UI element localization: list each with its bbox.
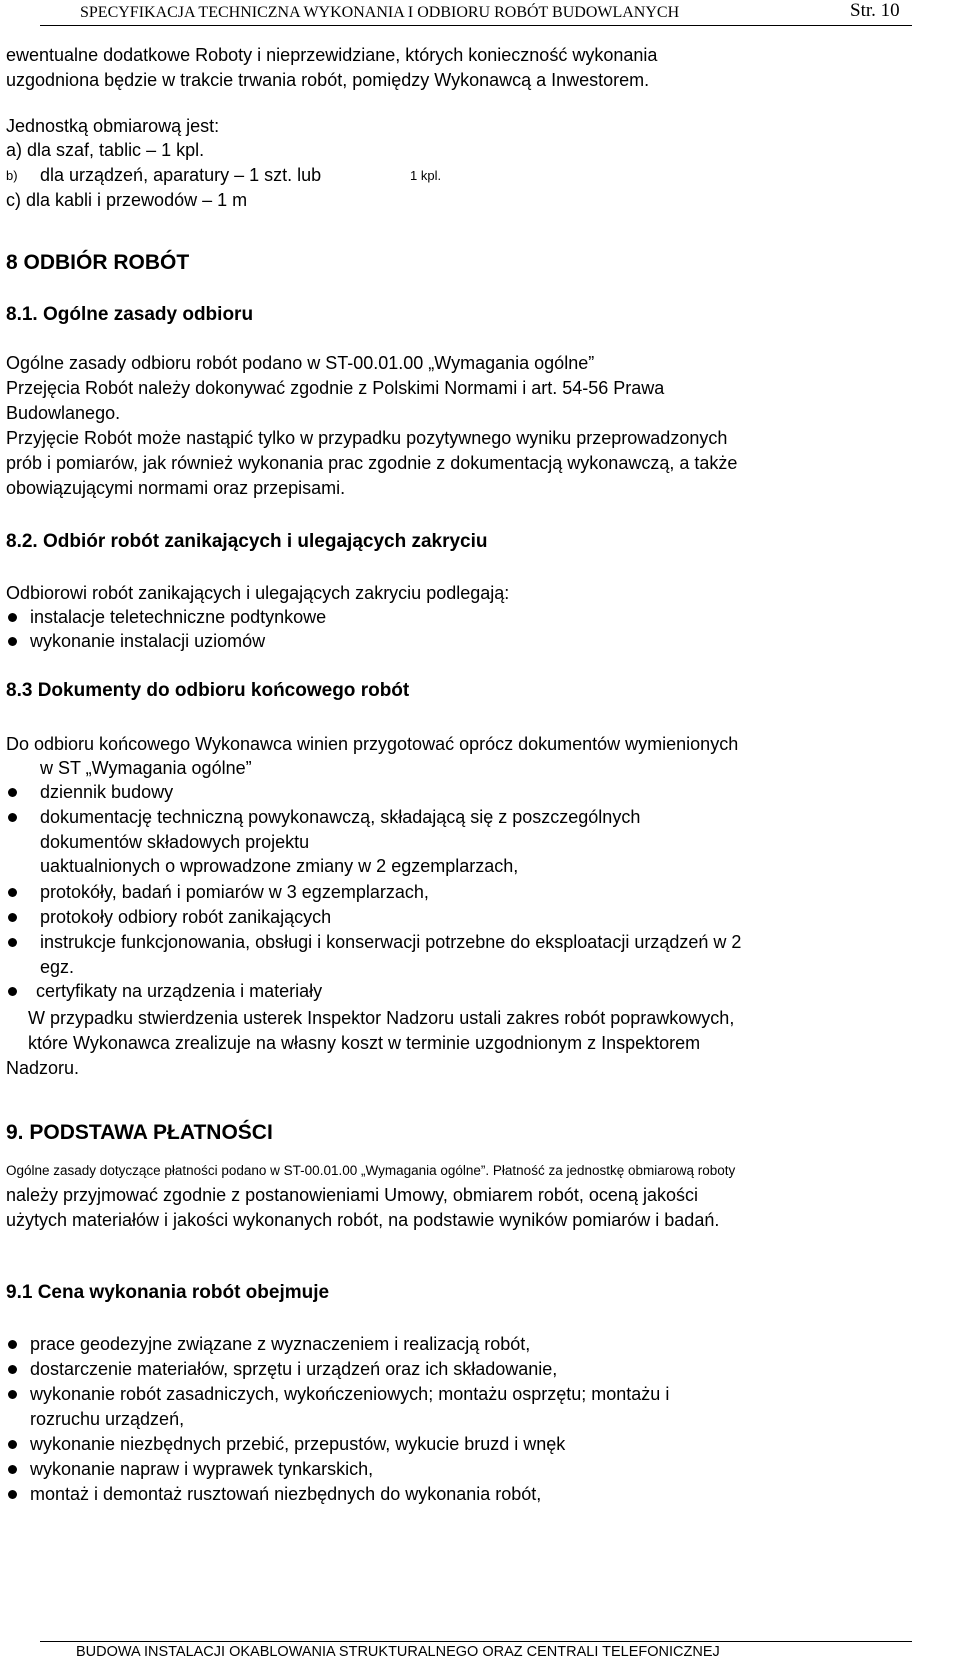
intro-line-2: uzgodniona będzie w trakcie trwania robót, pomiędzy Wykonawcą a Inwestorem. [6,70,650,90]
header-rule [40,25,912,26]
bullet-icon [8,987,17,996]
bullet-icon [8,913,17,922]
header-title: SPECYFIKACJA TECHNICZNA WYKONANIA I ODBIORU ROBÓT BUDOWLANYCH [80,4,680,21]
s83-item-certificates: certyfikaty na urządzenia i materiały [36,981,323,1001]
bullet-icon [8,1465,17,1474]
units-b-letter: b) [6,168,18,183]
s91-item-6: montaż i demontaż rusztowań niezbędnych do wykonania robót, [30,1484,542,1504]
bullet-icon [8,613,17,622]
section-8-2-heading: 8.2. Odbiór robót zanikających i ulegających zakryciu [6,531,488,552]
s82-intro: Odbiorowi robót zanikających i ulegających zakryciu podlegają: [6,583,510,603]
units-b-text: dla urządzeń, aparatury – 1 szt. lub [40,165,322,185]
s83-item-hidden-works: protokoły odbiory robót zanikających [40,907,332,927]
s82-item-2: wykonanie instalacji uziomów [30,631,266,651]
bullet-icon [8,788,17,797]
footer-text: BUDOWA INSTALACJI OKABLOWANIA STRUKTURALNEGO ORAZ CENTRALI TELEFONICZNEJ [76,1644,720,1660]
s81-line-1: Ogólne zasady odbioru robót podano w ST-00.01.00 „Wymagania ogólne” [6,353,595,373]
s9-small-line: Ogólne zasady dotyczące płatności podano w ST-00.01.00 „Wymagania ogólne”. Płatność za jednostkę obmiarową roboty [6,1163,736,1178]
s83-item-diary: dziennik budowy [40,782,174,802]
s83-item-protocols: protokóły, badań i pomiarów w 3 egzemplarzach, [40,882,429,902]
bullet-icon [8,1440,17,1449]
s83-line-2: w ST „Wymagania ogólne” [40,758,252,778]
bullet-icon [8,1340,17,1349]
bullet-icon [8,1390,17,1399]
s81-line-6: obowiązującymi normami oraz przepisami. [6,478,346,498]
bullet-icon [8,637,17,646]
units-b-tail: 1 kpl. [410,168,442,183]
units-c: c) dla kabli i przewodów – 1 m [6,190,248,210]
page-number: Str. 10 [850,0,900,21]
s81-line-4: Przyjęcie Robót może nastąpić tylko w przypadku pozytywnego wyniku przeprowadzonych [6,428,728,448]
section-9-heading: 9. PODSTAWA PŁATNOŚCI [6,1121,273,1144]
s81-line-3: Budowlanego. [6,403,121,423]
s83-defects-line-2: które Wykonawca zrealizuje na własny koszt w terminie uzgodnionym z Inspektorem [28,1033,701,1053]
s83-item-instructions-cont: egz. [40,957,75,977]
s83-item-instructions: instrukcje funkcjonowania, obsługi i konserwacji potrzebne do eksploatacji urządzeń w 2 [40,932,742,952]
section-8-heading: 8 ODBIÓR ROBÓT [6,251,190,274]
bullet-icon [8,938,17,947]
footer-rule [40,1641,912,1642]
section-8-3-heading: 8.3 Dokumenty do odbioru końcowego robót [6,680,410,701]
s83-item-docs-cont-1: dokumentów składowych projektu [40,832,310,852]
s9-line-1: należy przyjmować zgodnie z postanowieniami Umowy, obmiarem robót, oceną jakości [6,1185,698,1205]
units-a: a) dla szaf, tablic – 1 kpl. [6,140,205,160]
s82-item-1: instalacje teletechniczne podtynkowe [30,607,327,627]
s83-defects-line-3: Nadzoru. [6,1058,80,1078]
s83-item-docs: dokumentację techniczną powykonawczą, składającą się z poszczególnych [40,807,641,827]
s81-line-5: prób i pomiarów, jak również wykonania prac zgodnie z dokumentacją wykonawczą, a także [6,453,738,473]
s91-item-4: wykonanie niezbędnych przebić, przepustów, wykucie bruzd i wnęk [30,1434,566,1454]
s83-item-docs-cont-2: uaktualnionych o wprowadzone zmiany w 2 egzemplarzach, [40,856,519,876]
s83-line-1: Do odbioru końcowego Wykonawca winien przygotować oprócz dokumentów wymienionych [6,734,739,754]
s83-defects-line-1: W przypadku stwierdzenia usterek Inspektor Nadzoru ustali zakres robót poprawkowych, [28,1008,735,1028]
s91-item-3-cont: rozruchu urządzeń, [30,1409,185,1429]
s9-line-2: użytych materiałów i jakości wykonanych robót, na podstawie wyników pomiarów i badań. [6,1210,720,1230]
s81-line-2: Przejęcia Robót należy dokonywać zgodnie z Polskimi Normami i art. 54-56 Prawa [6,378,665,398]
bullet-icon [8,888,17,897]
bullet-icon [8,1365,17,1374]
s91-item-1: prace geodezyjne związane z wyznaczeniem i realizacją robót, [30,1334,531,1354]
s91-item-2: dostarczenie materiałów, sprzętu i urządzeń oraz ich składowanie, [30,1359,558,1379]
s91-item-3: wykonanie robót zasadniczych, wykończeniowych; montażu osprzętu; montażu i [30,1384,670,1404]
intro-line-1: ewentualne dodatkowe Roboty i nieprzewidziane, których konieczność wykonania [6,45,658,65]
section-8-1-heading: 8.1. Ogólne zasady odbioru [6,304,254,325]
bullet-icon [8,813,17,822]
bullet-icon [8,1490,17,1499]
section-9-1-heading: 9.1 Cena wykonania robót obejmuje [6,1282,330,1303]
s91-item-5: wykonanie napraw i wyprawek tynkarskich, [30,1459,374,1479]
units-heading: Jednostką obmiarową jest: [6,116,220,136]
